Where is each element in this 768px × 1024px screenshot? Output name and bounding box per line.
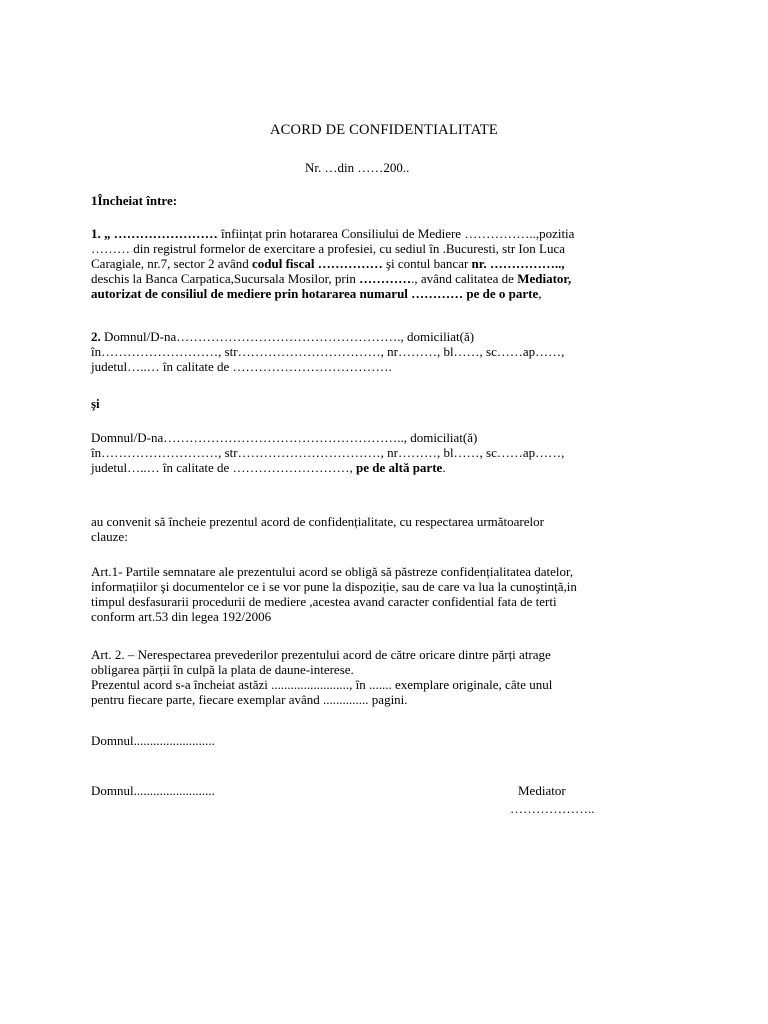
party-1-line-1: 1. „ …………………… înființat prin hotararea Consiliului de Mediere ……………..,pozitia xyxy=(91,226,575,241)
party-1-clause xyxy=(91,226,678,301)
party-3-line-3: judetul…..… în calitate de ………………………, pe de altă parte. xyxy=(91,460,446,475)
signature-line-2: Domnul......................... xyxy=(91,783,215,798)
article-1-line-3: timpul desfasurarii procedurii de mediere ,acestea avand caracter confidential fata de terti xyxy=(91,594,557,609)
intro-paragraph xyxy=(91,514,678,544)
party-3-clause xyxy=(91,430,678,475)
party-1-line-5: autorizat de consiliul de mediere prin hotararea numarul ………… pe de o parte, xyxy=(91,286,542,301)
conjunction-si: şi xyxy=(91,396,100,411)
mediator-label: Mediator xyxy=(518,783,566,798)
party-2-line-3: judetul…..… în calitate de ………………………………. xyxy=(91,359,392,374)
mediator-signature-line: ……………….. xyxy=(510,801,595,816)
article-2-line-4: pentru fiecare parte, fiecare exemplar având .............. pagini. xyxy=(91,692,408,707)
intro-line-2: clauze: xyxy=(91,529,128,544)
signature-line-1: Domnul......................... xyxy=(91,733,215,748)
party-2-line-2: în………………………, str……………………………, nr………, bl……, sc……ap……, xyxy=(91,344,565,359)
party-3-line-1: Domnul/D-na……………………………………………….., domiciliat(ă) xyxy=(91,430,478,445)
party-2-line-1: 2. Domnul/D-na……………………………………………., domiciliat(ă) xyxy=(91,329,475,344)
article-2-line-2: obligarea părții în culpă la plata de daune-interese. xyxy=(91,662,354,677)
section-heading: 1Încheiat între: xyxy=(91,193,178,208)
party-1-line-2: ……… din registrul formelor de exercitare a profesiei, cu sediul în .Bucuresti, str Ion Luca xyxy=(91,241,565,256)
article-1-line-2: informațiilor şi documentelor ce i se vor pune la dispoziție, sau de care va lua la cunoştință,in xyxy=(91,579,577,594)
document-title: ACORD DE CONFIDENTIALITATE xyxy=(270,122,498,138)
article-1-line-1: Art.1- Partile semnatare ale prezentului acord se obligă să păstreze confidențialitatea datelor, xyxy=(91,564,574,579)
party-1-line-4: deschis la Banca Carpatica,Sucursala Mosilor, prin …………., având calitatea de Mediator, xyxy=(91,271,572,286)
document-number: Nr. …din ……200.. xyxy=(305,160,410,175)
party-3-line-2: în………………………, str……………………………, nr………, bl……, sc……ap……, xyxy=(91,445,565,460)
article-1 xyxy=(91,564,678,624)
article-2-line-3: Prezentul acord s-a încheiat astăzi ........................, în ....... exemplare originale, câte unul xyxy=(91,677,553,692)
article-2 xyxy=(91,647,678,707)
party-2-clause xyxy=(91,329,678,374)
article-2-line-1: Art. 2. – Nerespectarea prevederilor prezentului acord de către oricare dintre părți atrage xyxy=(91,647,551,662)
party-1-line-3: Caragiale, nr.7, sector 2 având codul fiscal …………… şi contul bancar nr. …………….., xyxy=(91,256,565,271)
article-1-line-4: conform art.53 din legea 192/2006 xyxy=(91,609,272,624)
intro-line-1: au convenit să încheie prezentul acord de confidențialitate, cu respectarea următoarelor xyxy=(91,514,544,529)
